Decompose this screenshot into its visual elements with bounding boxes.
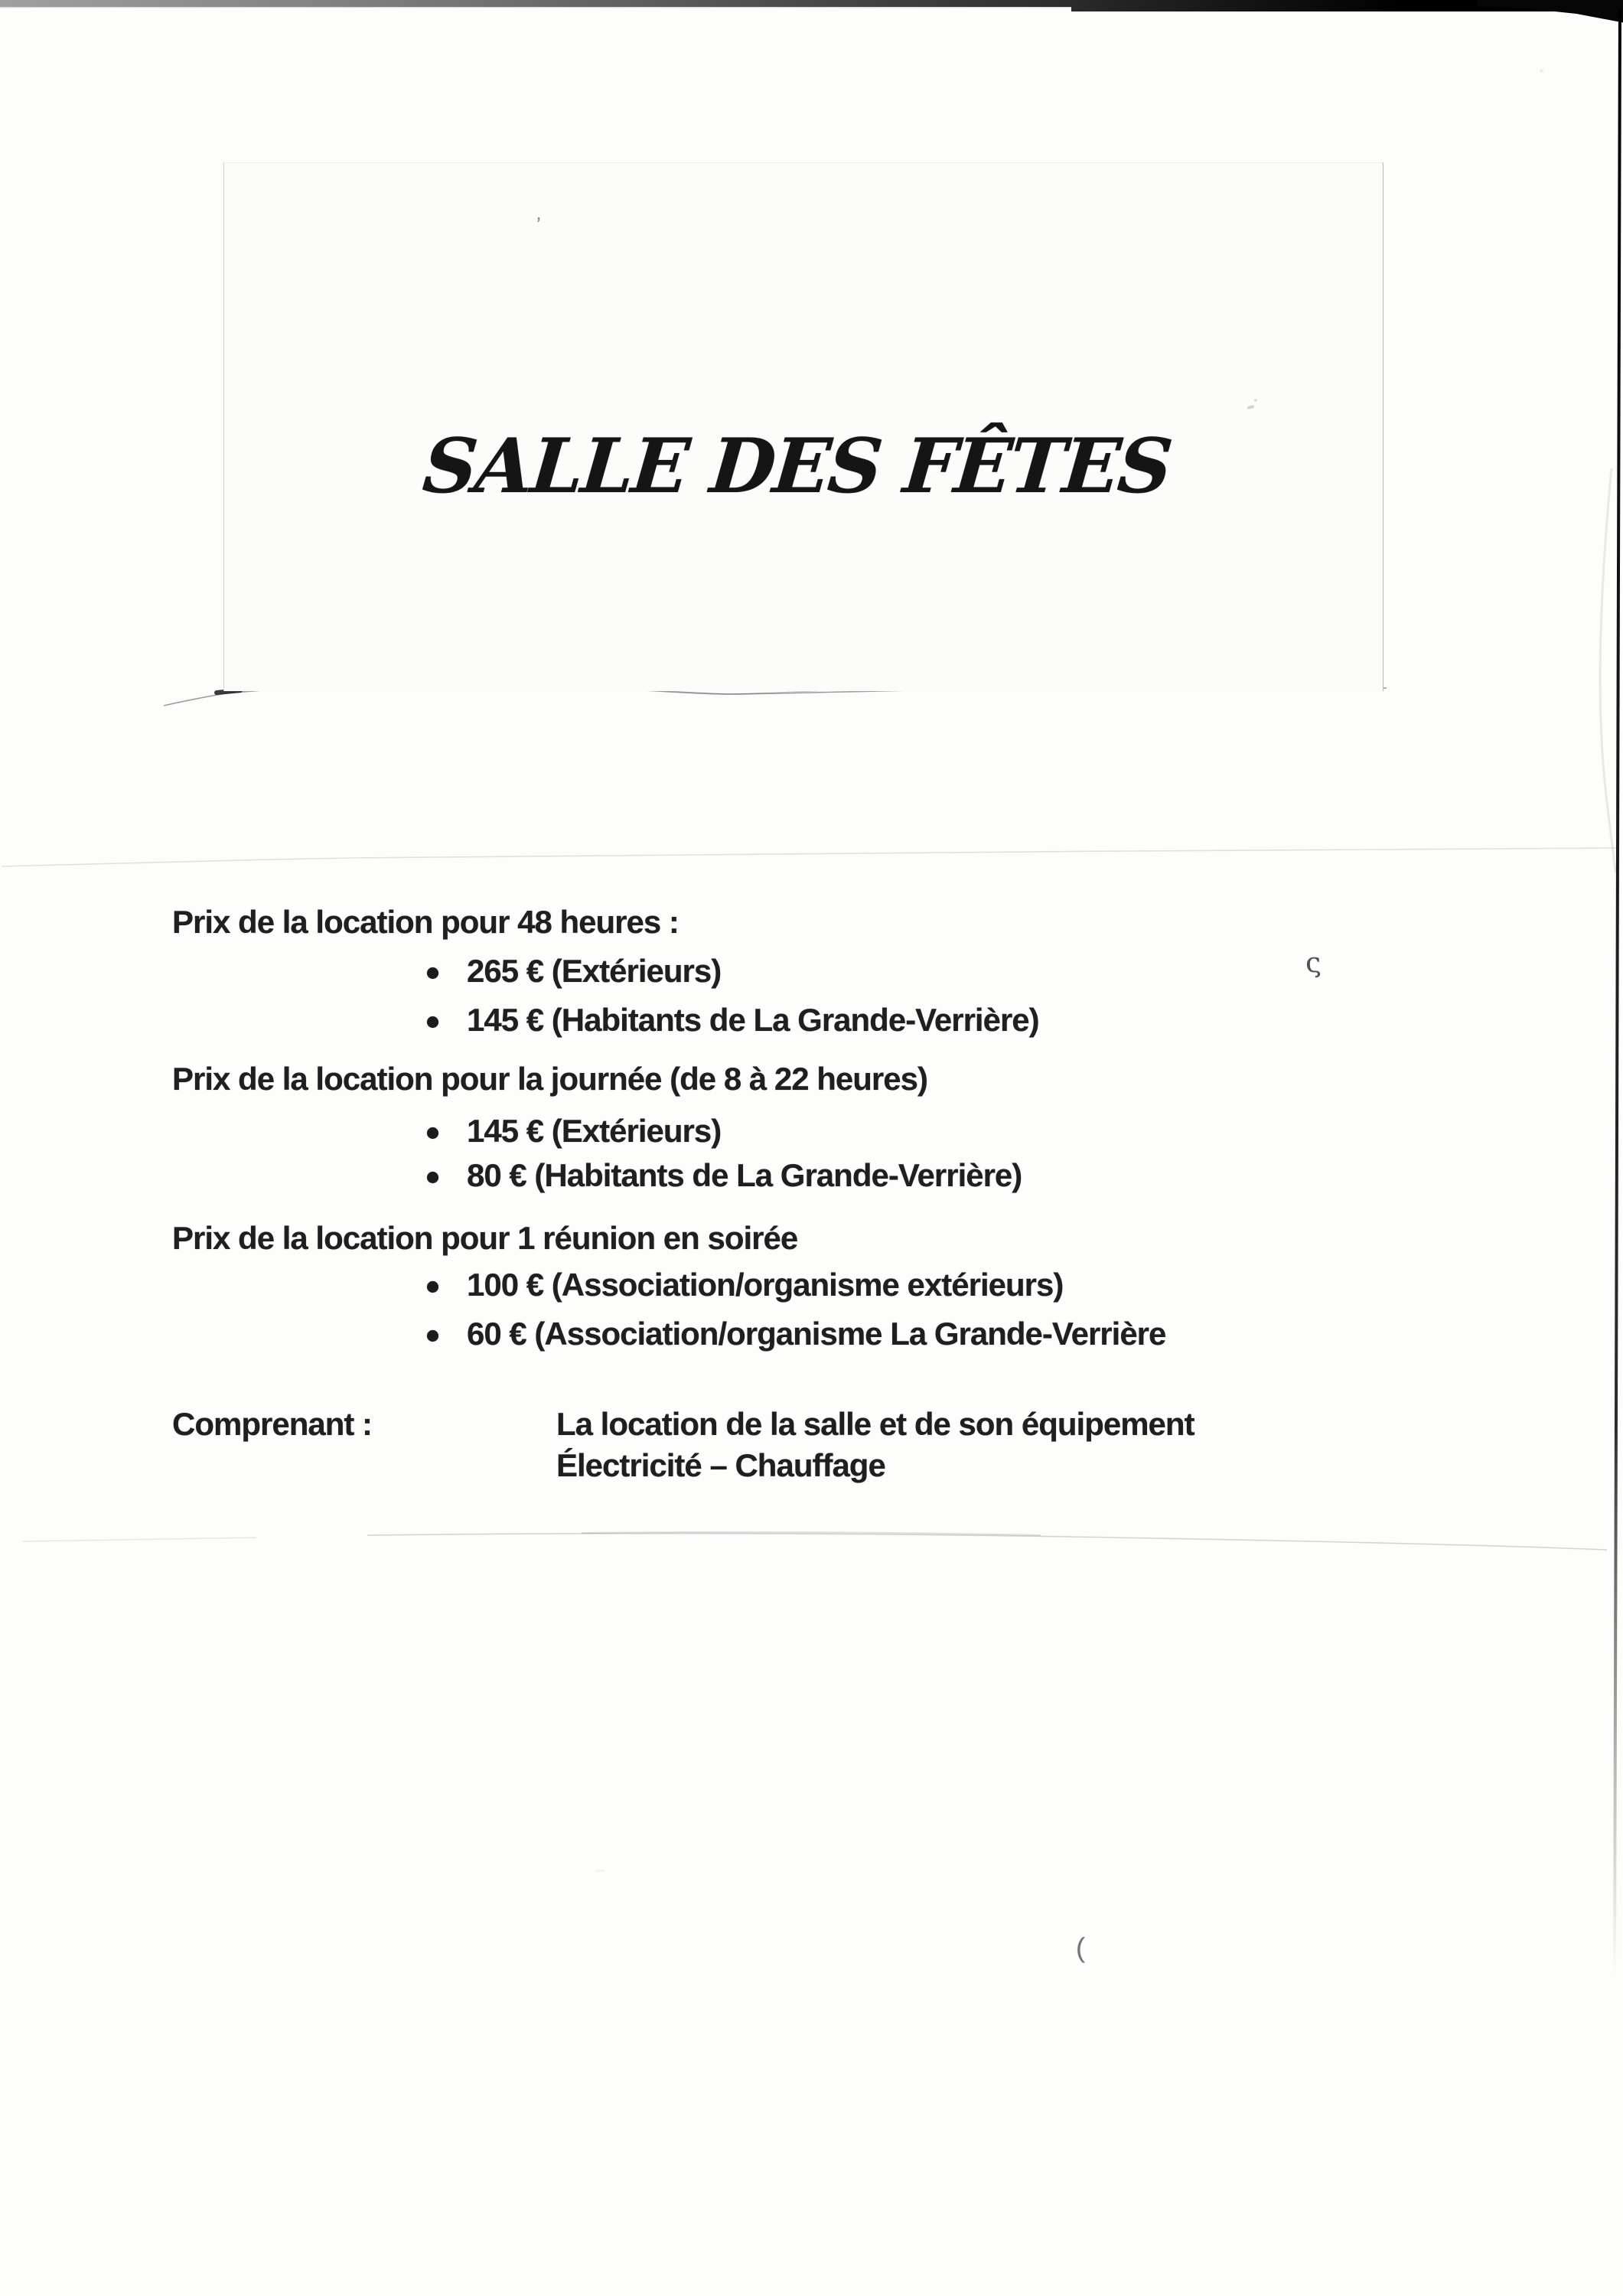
stray-squiggle-mark: ς (1304, 947, 1322, 980)
price-item: 80 € (Habitants de La Grande-Verrière) (467, 1157, 1022, 1193)
bullet-dot-icon (427, 1127, 438, 1139)
price-item: 145 € (Extérieurs) (467, 1113, 722, 1149)
price-item: 60 € (Association/organisme La Grande-Verrière (467, 1316, 1166, 1352)
stray-paren-mark: ( (1076, 1932, 1085, 1963)
section-heading-reunion: Prix de la location pour 1 réunion en soirée (172, 1220, 798, 1256)
document-title: SALLE DES FÊTES (419, 422, 1175, 510)
stray-tick-mark: ’ (534, 212, 542, 236)
bullet-dot-icon (427, 1172, 438, 1183)
comprenant-line: Électricité – Chauffage (556, 1447, 885, 1483)
price-item-row (427, 1113, 721, 1150)
bullet-dot-icon (427, 1330, 438, 1342)
smudge-artifact (1540, 70, 1543, 73)
price-item: 100 € (Association/organisme extérieurs) (467, 1267, 1064, 1303)
price-item-row (427, 1157, 1022, 1194)
section-heading-journee: Prix de la location pour la journée (de 8 à 22 heures) (172, 1061, 927, 1097)
price-item-row (427, 953, 721, 990)
title-paper (223, 162, 1383, 691)
price-item-row (427, 1002, 1039, 1039)
smudge-artifact (1254, 399, 1257, 402)
comprenant-line: La location de la salle et de son équipement (556, 1406, 1194, 1442)
price-item-row (427, 1316, 1165, 1352)
price-item: 145 € (Habitants de La Grande-Verrière) (467, 1002, 1039, 1038)
comprenant-label: Comprenant : (172, 1406, 372, 1442)
bullet-dot-icon (427, 1281, 438, 1293)
bullet-dot-icon (427, 967, 438, 979)
section-heading-48h: Prix de la location pour 48 heures : (172, 904, 679, 940)
price-item-row (427, 1267, 1063, 1303)
bullet-dot-icon (427, 1016, 438, 1028)
price-item: 265 € (Extérieurs) (467, 953, 722, 989)
